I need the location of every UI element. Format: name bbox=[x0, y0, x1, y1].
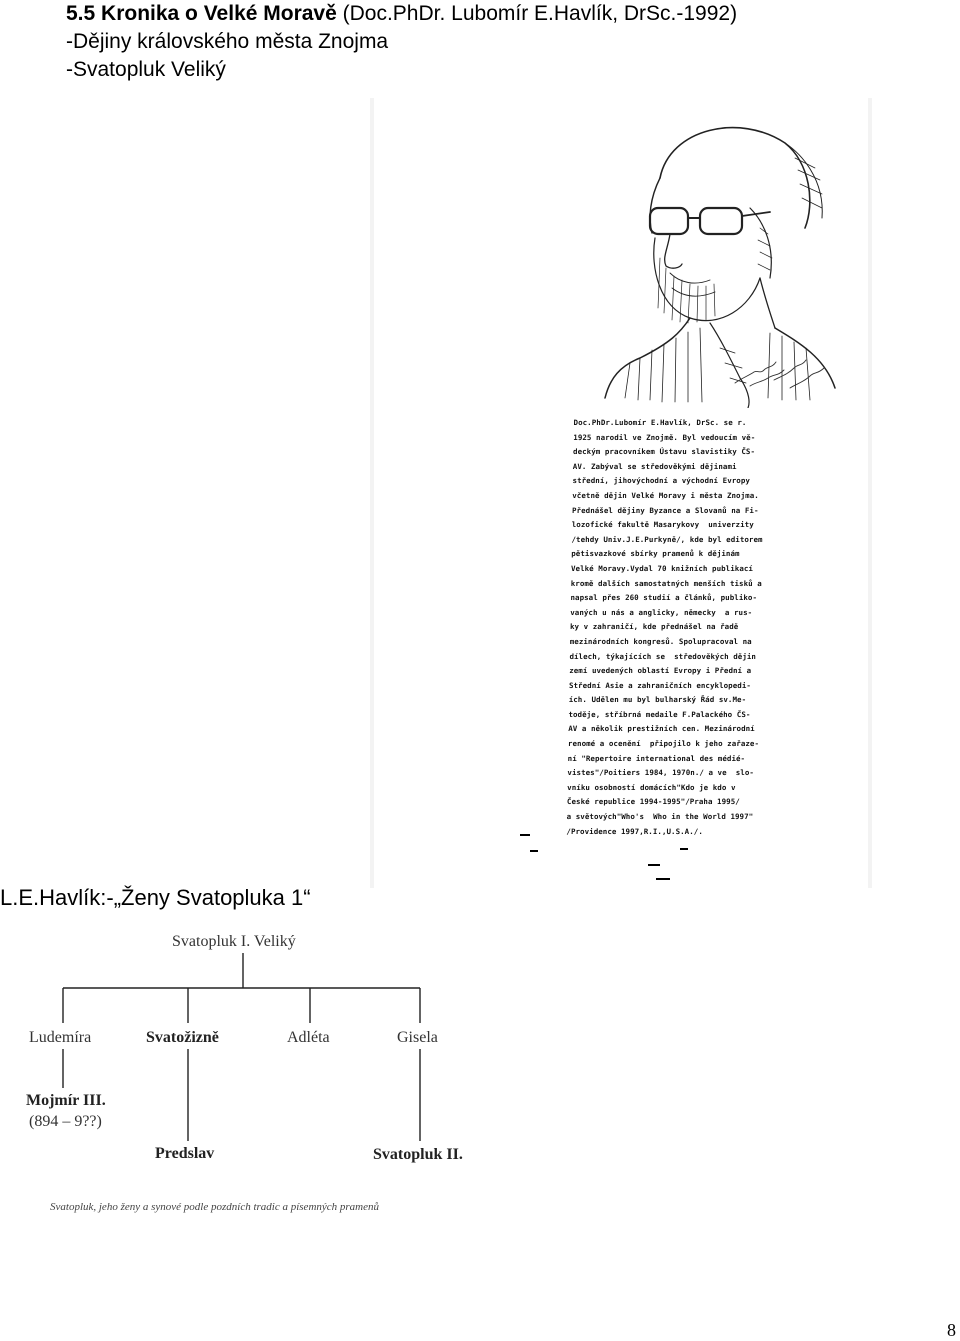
header-line-title bbox=[66, 0, 946, 28]
typed-line: Velké Moravy.Vydal 70 knižních publikací bbox=[570, 563, 754, 573]
typed-line: /Providence 1997,R.I.,U.S.A./. bbox=[566, 826, 704, 836]
typed-line: napsal přes 260 studií a článků, publiko- bbox=[570, 593, 758, 603]
tree-wife-svatozizne: Svatožizně bbox=[146, 1029, 219, 1046]
typed-line: kromě dalších samostatných menších tisků a bbox=[570, 578, 762, 588]
typed-line: včetně dějin Velké Moravy i města Znojma. bbox=[572, 490, 759, 500]
tree-wife-adleta: Adléta bbox=[287, 1029, 330, 1046]
family-tree-caption: Svatopluk, jeho ženy a synové podle pozdních tradic a písemných pramenů bbox=[50, 1201, 380, 1213]
scan-edge-right bbox=[868, 98, 872, 888]
page-header bbox=[66, 0, 946, 84]
header-line-work: -Dějiny královského města Znojma bbox=[66, 30, 389, 53]
family-tree bbox=[0, 925, 520, 1225]
typed-line: mezinárodních kongresů. Spolupracoval na bbox=[569, 636, 752, 646]
typed-line: toděje, stříbrná medaile F.Palackého ČS- bbox=[568, 709, 751, 719]
scan-edge-left bbox=[370, 98, 374, 888]
tree-son-mojmir: Mojmír III. bbox=[26, 1092, 106, 1109]
typed-line: dílech, týkajících se středověkých dějin bbox=[569, 651, 757, 661]
typed-line: AV. Zabýval se středověkými dějinami bbox=[572, 461, 737, 471]
scan-speck bbox=[680, 848, 688, 850]
tree-wife-ludemira: Ludemíra bbox=[29, 1029, 92, 1046]
tree-son-svatopluk-ii: Svatopluk II. bbox=[373, 1146, 463, 1163]
typed-line: střední, jihovýchodní a východní Evropy bbox=[572, 476, 751, 486]
tree-son-predslav: Predslav bbox=[155, 1145, 215, 1162]
section-author: (Doc.PhDr. Lubomír E.Havlík, DrSc.-1992) bbox=[336, 2, 738, 25]
handwritten-signature bbox=[730, 348, 830, 393]
typed-line: lozofické fakultě Masarykovy univerzity bbox=[571, 520, 754, 530]
typed-line: vaných u nás a anglicky, německy a rus- bbox=[570, 607, 753, 617]
typed-line: ky v zahraničí, kde přednášel na řadě bbox=[569, 622, 739, 632]
header-line-work-2: -Svatopluk Veliký bbox=[66, 58, 226, 81]
typed-line: Přednášel dějiny Byzance a Slovanů na Fi- bbox=[571, 505, 759, 515]
tree-son-mojmir-dates: (894 – 9??) bbox=[29, 1113, 102, 1130]
family-tree-heading: L.E.Havlík:-„Ženy Svatopluka 1“ bbox=[0, 885, 311, 910]
typed-line: a světových"Who's Who in the World 1997" bbox=[566, 812, 754, 822]
typed-line: Doc.PhDr.Lubomír E.Havlík, DrSc. se r. bbox=[573, 418, 747, 427]
scan-speck bbox=[648, 864, 660, 866]
typed-line: České republice 1994-1995"/Praha 1995/ bbox=[566, 797, 740, 807]
typed-line: 1925 narodil ve Znojmě. Byl vedoucím vě- bbox=[573, 432, 756, 442]
typed-line: zemí uvedených oblastí Evropy i Přední a bbox=[569, 666, 752, 676]
typed-line: ní "Repertoire international des médié- bbox=[567, 753, 746, 763]
typed-line: vníku osobností domácích"Kdo je kdo v bbox=[567, 782, 736, 792]
tree-root: Svatopluk I. Veliký bbox=[172, 933, 296, 950]
scanned-clipping bbox=[370, 98, 872, 888]
scan-speck bbox=[656, 878, 670, 880]
typed-line: renomé a ocenění připojilo k jeho zařaze- bbox=[567, 739, 760, 749]
typed-line: /tehdy Univ.J.E.Purkyně/, kde byl editorem bbox=[571, 534, 763, 544]
typed-line: AV a několik prestižních cen. Mezinárodní bbox=[568, 724, 755, 734]
tree-wife-gisela: Gisela bbox=[397, 1029, 438, 1046]
typed-line: deckým pracovníkem Ústavu slavistiky ČS- bbox=[572, 447, 756, 457]
typed-line: vistes"/Poitiers 1984, 1970n./ a ve slo- bbox=[567, 768, 755, 778]
typed-biography bbox=[566, 416, 833, 839]
page-number: 8 bbox=[947, 1320, 956, 1340]
typed-line: pětisvazkové sbírky pramenů k dějinám bbox=[571, 549, 740, 559]
scan-speck bbox=[520, 834, 530, 836]
typed-line: Střední Asie a zahraničních encyklopedi- bbox=[568, 680, 752, 690]
section-title: 5.5 Kronika o Velké Moravě bbox=[66, 2, 337, 25]
typed-line: ích. Udělen mu byl bulharský Řád sv.Me- bbox=[568, 695, 747, 705]
scan-speck bbox=[530, 850, 538, 852]
